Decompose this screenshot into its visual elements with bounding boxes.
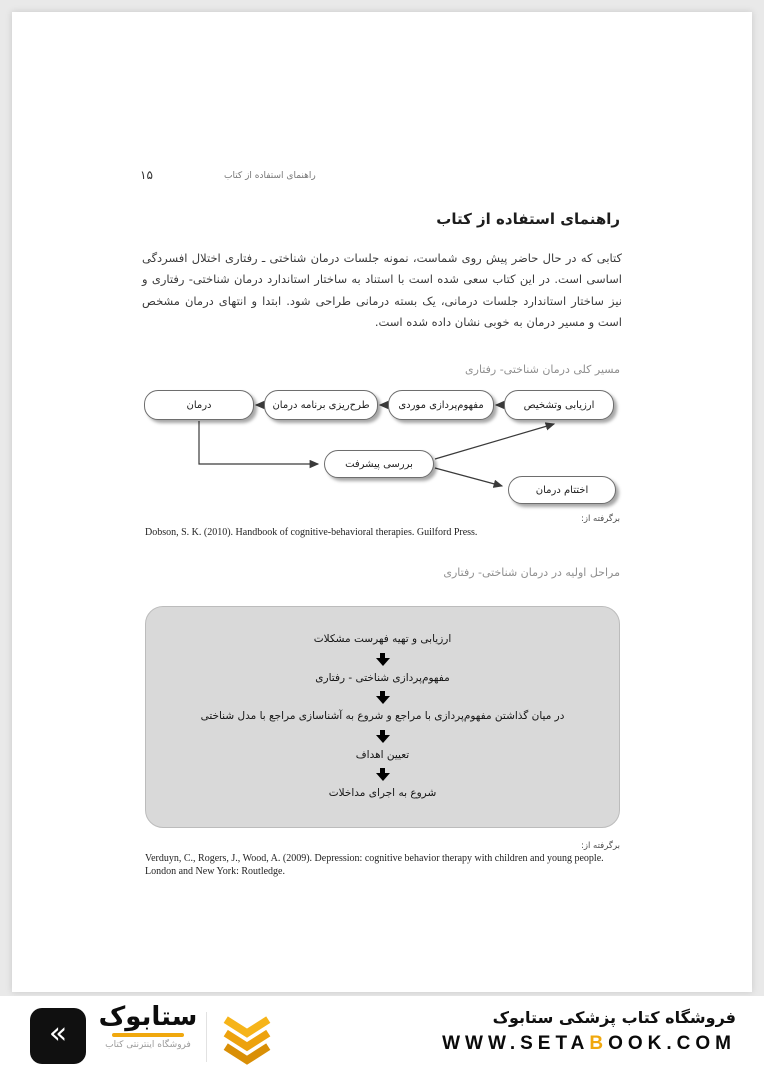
figure1-source-label: برگرفته از: [580,514,620,524]
setabook-footer [0,996,764,1080]
logo-tagline: فروشگاه اینترنتی کتاب [105,1040,191,1050]
flow-node-planning: طرح‌ریزی برنامه درمان [264,390,378,420]
setabook-book-logo-icon [218,1008,276,1070]
figure1-source-citation: Dobson, S. K. (2010). Handbook of cognitive-behavioral therapies. Guilford Press. [145,527,478,538]
down-arrow-icon [376,768,390,781]
down-arrow-icon [376,653,390,666]
cbt-path-flowchart [142,388,620,522]
cbt-initial-stages-box [145,606,620,828]
stage-step: ارزیابی و تهیه فهرست مشکلات [313,632,452,645]
stage-step: شروع به اجرای مداخلات [328,787,437,800]
running-header-title: راهنمای استفاده از کتاب [224,171,316,181]
flow-node-assessment: ارزیابی وتشخیص [504,390,614,420]
figure2-caption: مراحل اولیه در درمان شناختی- رفتاری [443,566,620,579]
flow-node-termination: اختتام درمان [508,476,616,504]
logo-name: ستابوک [98,1002,198,1032]
figure1-caption: مسیر کلی درمان شناختی- رفتاری [465,363,620,376]
footer-store-info [442,1008,736,1055]
figure2-source-label: برگرفته از: [580,841,620,851]
flow-node-progress-review: بررسی پیشرفت [324,450,434,478]
website-gold-letter: B [589,1033,609,1054]
flow-node-treatment: درمان [144,390,254,420]
down-arrow-icon [376,691,390,704]
stage-step: مفهوم‌پردازی شناختی - رفتاری [315,671,450,684]
gold-swoosh [112,1033,184,1037]
page-number: ۱۵ [140,168,153,182]
figure2-source-citation: Verduyn, C., Rogers, J., Wood, A. (2009). Depression: cognitive behavior therapy with children and young people. London and New York: Routledge. [145,853,604,877]
store-title: فروشگاه کتاب پزشکی ستابوک [492,1008,736,1027]
footer-divider [206,1012,207,1062]
setabook-logotype [98,1002,198,1050]
intro-paragraph: کتابی که در حال حاضر پیش روی شماست، نمونه جلسات درمان شناختی ـ رفتاری اختلال افسردگی اساسی است. در این کتاب سعی شده است با استناد به ساختار استاندارد درمان شناختی- رفتاری و نیز ساختار استاندارد جلسات درمانی، یک بسته درمانی طراحی شود. ابتدا و انتهای درمان مشخص است و مسیر درمان به خوبی نشان داده شده است. [142,251,622,329]
logo-mark: « [48,1016,68,1051]
page-title: راهنمای استفاده از کتاب [436,210,620,228]
flow-node-conceptualization: مفهوم‌پردازی موردی [388,390,494,420]
website-url [442,1033,736,1055]
down-arrow-icon [376,730,390,743]
setabook-chevron-logo-icon [30,1008,86,1064]
website-pre: WWW.SETA [442,1033,590,1054]
stage-step: در میان گذاشتن مفهوم‌پردازی با مراجع و شروع به آشناسازی مراجع با مدل شناختی [200,710,565,723]
website-post: OOK.COM [608,1033,736,1054]
book-page [12,12,752,992]
stage-step: تعیین اهداف [355,748,410,761]
